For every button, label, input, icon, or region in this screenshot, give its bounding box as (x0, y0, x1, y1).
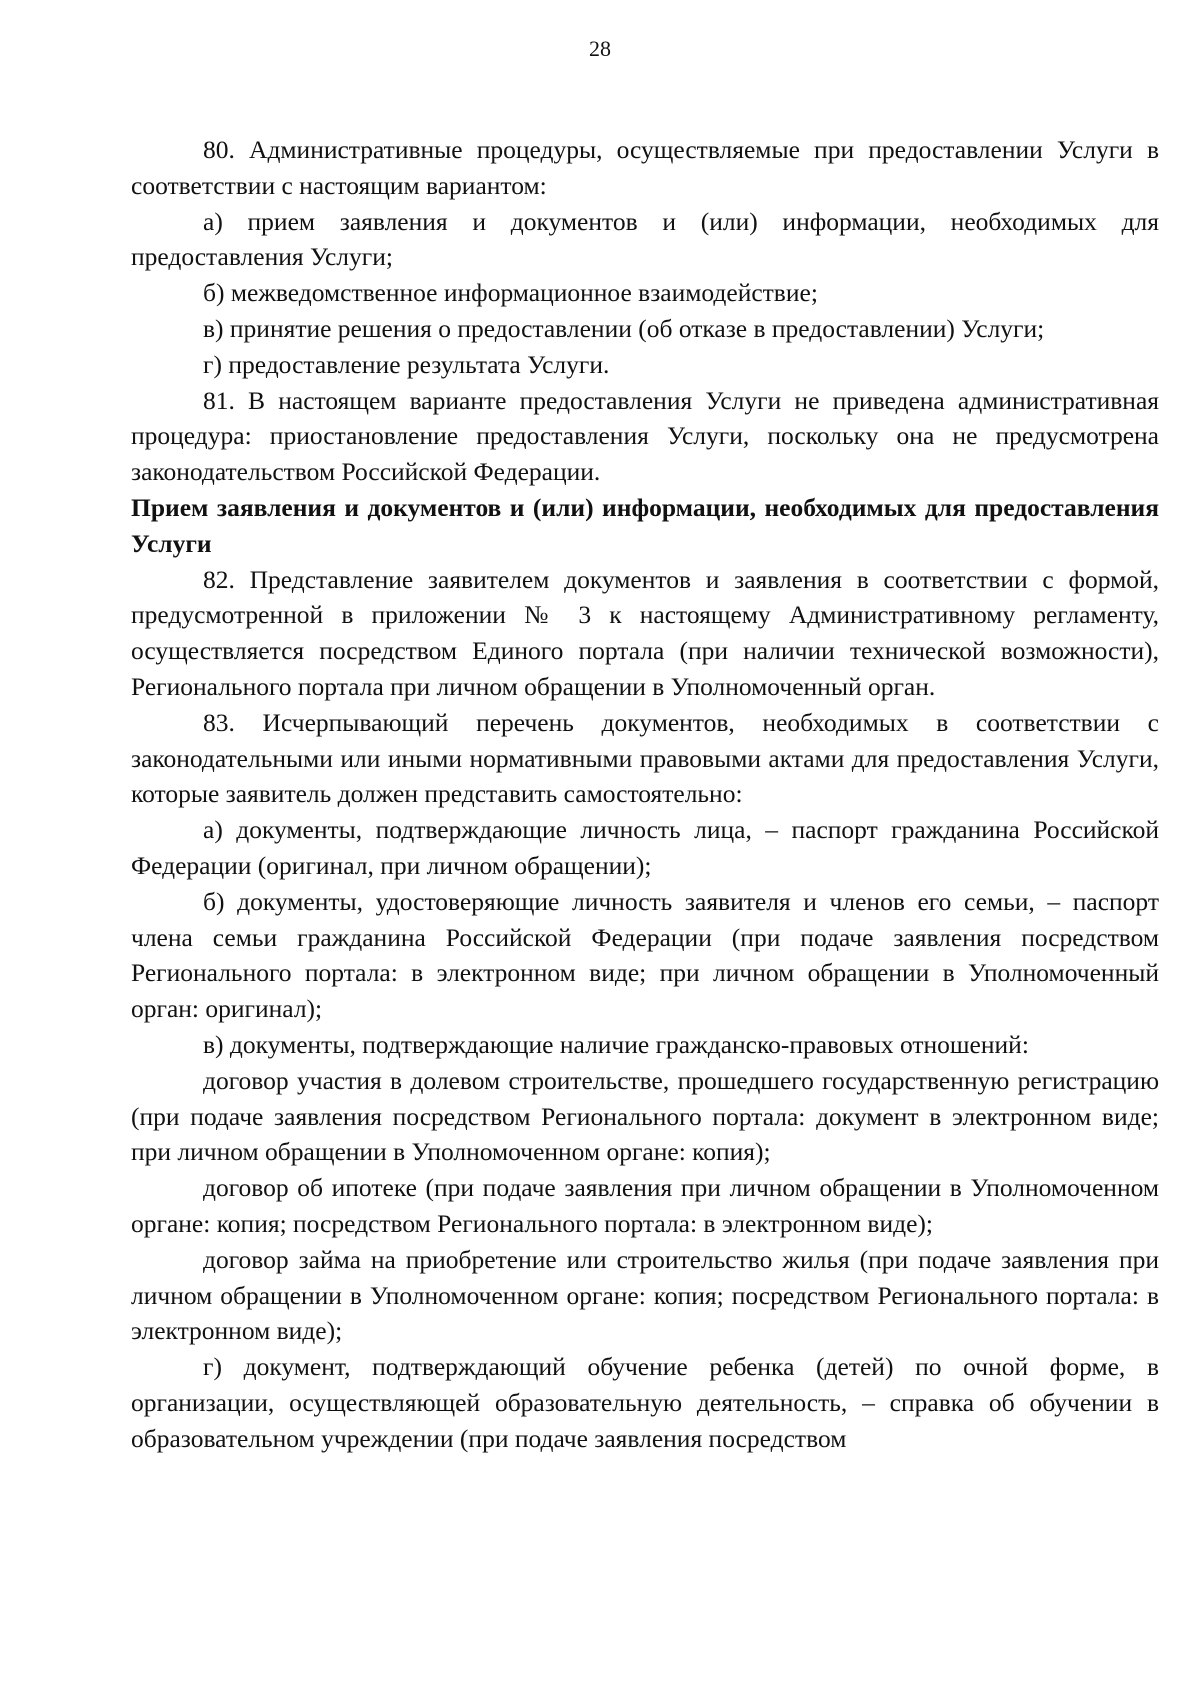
document-body (131, 132, 1159, 1456)
item-83v-3: договор займа на приобретение или строительство жилья (при подаче заявления при личном обращении в Уполномоченном органе: копия; посредством Регионального портала: в электронном виде); (131, 1244, 1159, 1346)
item-80a: а) прием заявления и документов и (или) информации, необходимых для предоставления Услуги; (131, 206, 1159, 272)
item-80b: б) межведомственное информационное взаимодействие; (203, 278, 818, 308)
paragraph-81: 81. В настоящем варианте предоставления Услуги не приведена административная процедура: приостановление предоставления Услуги, поскольку она не предусмотрена законодательством Российской Федерации. (131, 385, 1159, 487)
item-83v: в) документы, подтверждающие наличие гражданско-правовых отношений: (203, 1029, 1029, 1059)
item-83b: б) документы, удостоверяющие личность заявителя и членов его семьи, – паспорт члена семьи гражданина Российской Федерации (при подаче заявления посредством Регионального портала: в электронном виде; при личном обращении в Уполномоченный орган: оригинал); (131, 886, 1159, 1024)
item-83v-2: договор об ипотеке (при подаче заявления при личном обращении в Уполномоченном органе: копия; посредством Регионального портала: в электронном виде); (131, 1173, 1159, 1238)
paragraph-82: 82. Представление заявителем документов и заявления в соответствии с формой, предусмотренной в приложении № 3 к настоящему Административному регламенту, осуществляется посредством Единого портала (при наличии технической возможности), Регионального портала при личном обращении в Уполномоченный орган. (131, 564, 1159, 701)
item-80g: г) предоставление результата Услуги. (203, 349, 610, 379)
item-83a: а) документы, подтверждающие личность лица, – паспорт гражданина Российской Федерации (оригинал, при личном обращении); (131, 815, 1159, 880)
section-heading: Прием заявления и документов и (или) информации, необходимых для предоставления Услуги (131, 492, 1159, 558)
item-83g: г) документ, подтверждающий обучение ребенка (детей) по очной форме, в организации, осуществляющей образовательную деятельность, – справка об обучении в образовательном учреждении (при подаче заявления посредством (131, 1352, 1159, 1453)
page-number: 28 (589, 36, 611, 61)
item-80v: в) принятие решения о предоставлении (об отказе в предоставлении) Услуги; (203, 313, 1045, 343)
paragraph-80: 80. Административные процедуры, осуществляемые при предоставлении Услуги в соответствии с настоящим вариантом: (131, 135, 1159, 200)
paragraph-83: 83. Исчерпывающий перечень документов, необходимых в соответствии с законодательными или иными нормативными правовыми актами для предоставления Услуги, которые заявитель должен представить самостоятельно: (131, 707, 1159, 809)
item-83v-1: договор участия в долевом строительстве, прошедшего государственную регистрацию (при подаче заявления посредством Регионального портала: документ в электронном виде; при личном обращении в Уполномоченном органе: копия); (131, 1065, 1159, 1167)
